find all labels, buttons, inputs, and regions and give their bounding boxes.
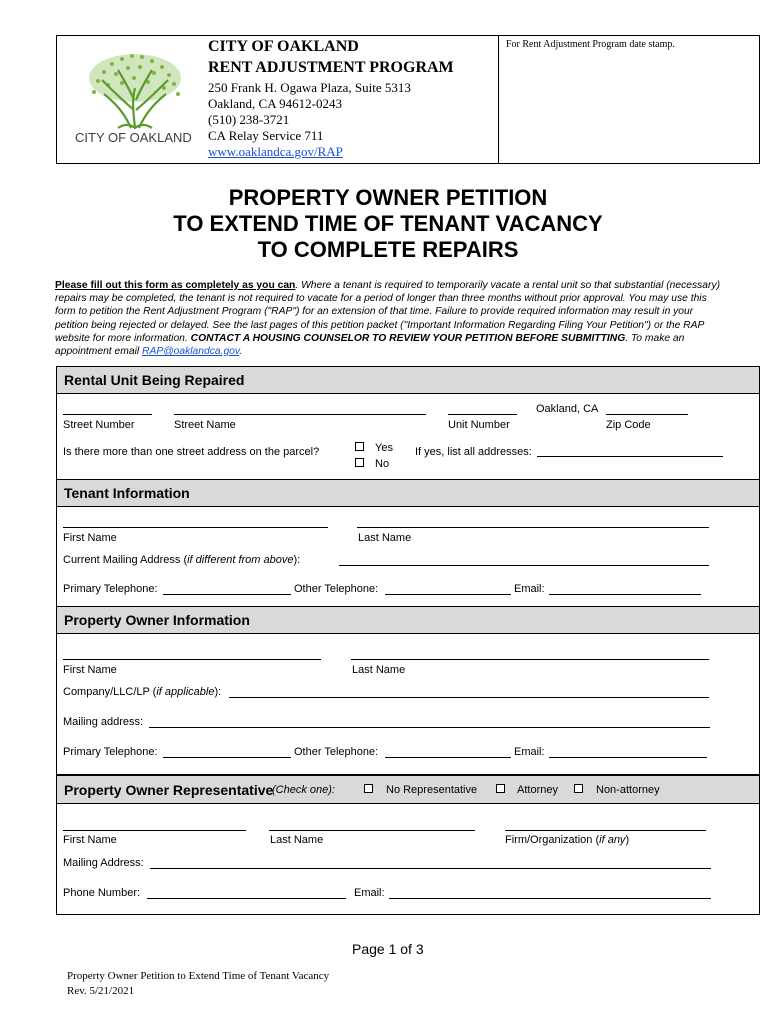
representative-heading: Property Owner Representative <box>64 782 274 798</box>
owner-last-name-field[interactable] <box>351 659 709 660</box>
intro-paragraph <box>55 279 720 358</box>
non-attorney-label: Non-attorney <box>596 784 660 796</box>
title-line1: PROPERTY OWNER PETITION <box>228 185 548 210</box>
street-name-field[interactable] <box>174 414 426 415</box>
tenant-first-name-field[interactable] <box>63 527 328 528</box>
rep-mailing-label: Mailing Address: <box>63 857 144 869</box>
attorney-label: Attorney <box>517 784 558 796</box>
date-stamp-label: For Rent Adjustment Program date stamp. <box>506 39 675 50</box>
rep-phone-label: Phone Number: <box>63 887 141 899</box>
yes-checkbox[interactable] <box>355 442 364 451</box>
no-representative-label: No Representative <box>386 784 478 796</box>
tenant-other-phone-field[interactable] <box>385 594 511 595</box>
title-line2: TO EXTEND TIME OF TENANT VACANCY <box>173 211 603 236</box>
rep-firm-label: Firm/Organization (if any) <box>505 834 630 846</box>
header-phone: (510) 238-3721 <box>208 112 290 127</box>
owner-mailing-field[interactable] <box>149 727 710 728</box>
owner-primary-phone-field[interactable] <box>163 757 291 758</box>
tenant-last-name-field[interactable] <box>357 527 709 528</box>
owner-first-name-field[interactable] <box>63 659 321 660</box>
rep-email-field[interactable] <box>389 898 711 899</box>
tenant-primary-phone-label: Primary Telephone: <box>63 583 158 595</box>
zip-label: Zip Code <box>606 419 651 431</box>
all-addresses-field[interactable] <box>537 456 723 457</box>
intro-bold: CONTACT A HOUSING COUNSELOR TO REVIEW YOUR PETITION BEFORE SUBMITTING <box>190 332 626 344</box>
rep-last-name-label: Last Name <box>270 834 324 846</box>
stamp-divider <box>498 35 499 164</box>
street-number-label: Street Number <box>63 419 135 431</box>
rental-unit-header <box>57 367 759 394</box>
yes-label: Yes <box>375 442 393 454</box>
tenant-mailing-label: Current Mailing Address (if different from above): <box>63 554 301 566</box>
rep-first-name-field[interactable] <box>63 830 246 831</box>
zip-field[interactable] <box>606 414 688 415</box>
logo-text: CITY OF OAKLAND <box>75 130 192 144</box>
oakland-tree-logo <box>74 50 196 144</box>
tenant-email-field[interactable] <box>549 594 701 595</box>
tenant-mailing-field[interactable] <box>339 565 709 566</box>
intro-body: . Where a tenant is required to temporarily vacate a rental unit so that substantial (necessary) repairs may be completed, the tenant is not required to vacate for a period of longer than three months without prior approval. You may use this form to petition the Rent Adjustment Program ("RAP") for an extension of that time. Failure to provide required information may result in your petition being rejected or delayed. See the last pages of this petition packet ("Important Information Regarding Filing Your Petition") or the RAP website for more information. <box>55 280 721 344</box>
rep-email-label: Email: <box>354 887 385 899</box>
footer-form-name: Property Owner Petition to Extend Time of Tenant Vacancy <box>67 970 330 982</box>
tenant-heading: Tenant Information <box>64 485 190 501</box>
owner-company-label: Company/LLC/LP (if applicable): <box>63 686 222 698</box>
multi-address-question: Is there more than one street address on the parcel? <box>63 446 320 458</box>
owner-first-name-label: First Name <box>63 664 117 676</box>
rental-unit-heading: Rental Unit Being Repaired <box>64 372 245 388</box>
header-website-link[interactable]: www.oaklandca.gov/RAP <box>208 144 343 159</box>
title-line3: TO COMPLETE REPAIRS <box>257 237 519 262</box>
header-city: CITY OF OAKLAND <box>208 38 359 55</box>
rep-last-name-field[interactable] <box>269 830 475 831</box>
rep-phone-field[interactable] <box>147 898 346 899</box>
owner-company-field[interactable] <box>229 697 709 698</box>
attorney-checkbox[interactable] <box>496 784 505 793</box>
owner-primary-phone-label: Primary Telephone: <box>63 746 158 758</box>
owner-heading: Property Owner Information <box>64 612 250 628</box>
page-number: Page 1 of 3 <box>352 941 424 957</box>
rep-mailing-field[interactable] <box>150 868 711 869</box>
owner-email-field[interactable] <box>549 757 707 758</box>
intro-lead: Please fill out this form as completely as you can <box>55 280 296 291</box>
owner-mailing-label: Mailing address: <box>63 716 144 728</box>
no-representative-checkbox[interactable] <box>364 784 373 793</box>
non-attorney-checkbox[interactable] <box>574 784 583 793</box>
owner-last-name-label: Last Name <box>352 664 406 676</box>
tenant-first-name-label: First Name <box>63 532 117 544</box>
owner-header <box>57 607 759 634</box>
street-name-label: Street Name <box>174 419 236 431</box>
tenant-email-label: Email: <box>514 583 545 595</box>
rep-first-name-label: First Name <box>63 834 117 846</box>
header-relay: CA Relay Service 711 <box>208 128 324 143</box>
header-address2: Oakland, CA 94612-0243 <box>208 96 342 111</box>
no-label: No <box>375 458 390 470</box>
street-number-field[interactable] <box>63 414 152 415</box>
rep-firm-field[interactable] <box>505 830 706 831</box>
city-label: Oakland, CA <box>536 403 599 415</box>
no-checkbox[interactable] <box>355 458 364 467</box>
tenant-other-phone-label: Other Telephone: <box>294 583 379 595</box>
intro-tail: . To make an appointment email <box>55 332 685 358</box>
owner-other-phone-field[interactable] <box>385 757 511 758</box>
owner-email-label: Email: <box>514 746 545 758</box>
check-one-label: (Check one): <box>272 784 335 796</box>
representative-header <box>57 776 759 804</box>
tenant-header <box>57 480 759 507</box>
owner-other-phone-label: Other Telephone: <box>294 746 379 758</box>
tenant-last-name-label: Last Name <box>358 532 412 544</box>
unit-number-field[interactable] <box>448 414 517 415</box>
intro-end: . <box>239 346 243 358</box>
intro-email-link[interactable]: RAP@oaklandca.gov <box>142 346 240 358</box>
if-yes-label: If yes, list all addresses: <box>415 446 532 458</box>
header-program: RENT ADJUSTMENT PROGRAM <box>208 59 454 76</box>
tenant-primary-phone-field[interactable] <box>163 594 291 595</box>
footer-revision: Rev. 5/21/2021 <box>67 985 135 997</box>
unit-number-label: Unit Number <box>448 419 510 431</box>
header-address1: 250 Frank H. Ogawa Plaza, Suite 5313 <box>208 80 411 95</box>
